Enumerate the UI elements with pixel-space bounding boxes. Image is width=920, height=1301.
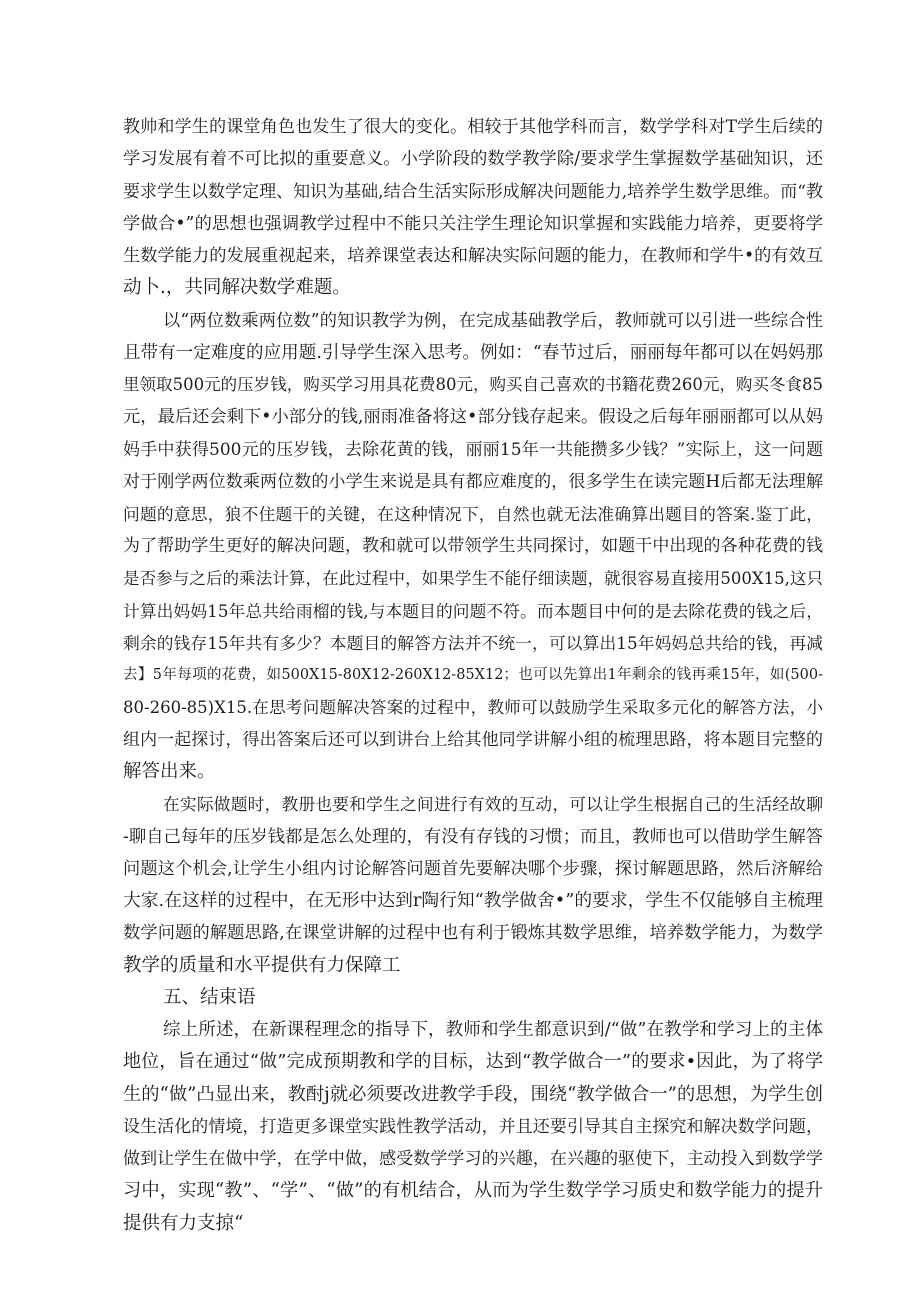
paragraph-line: 设生活化的情境，打造更多课堂实践性教学活动，并且还要引导其自主探究和解决数学问题， [123,1117,823,1137]
paragraph-line: 问题的意思，狼不住题干的关键，在这种情况下，自然也就无法准确算出题目的答案.鉴丁此， [123,504,823,524]
paragraph-line: 组内一起探讨，得出答案后还可以到讲台上给其他同学讲解小组的梳理思路，将本题目完整的 [123,730,823,750]
paragraph-line: 动卜.，共同解决数学难题。 [123,277,351,298]
paragraph-line: 80-260-85)X15.在思考问题解决答案的过程中，教师可以鼓励学生采取多元化的解答方法，小 [123,698,823,717]
paragraph-line: 生数学能力的发展重视起来，培养课堂表达和解决实际问题的能力，在教师和学牛•的有效互 [123,246,824,266]
section-heading: 五、结束语 [163,987,256,1008]
paragraph-line: 地位，旨在通过“做”完成预期教和学的目标，达到“教学做合一”的要求•因此，为了将学 [123,1051,823,1072]
paragraph-line: 教学的质量和水平提供有力保障工 [123,955,401,976]
paragraph-line: 提供有力支掠“ [123,1213,244,1234]
paragraph-line: 数学问题的解题思路,在课堂讲解的过程中也有利于锻炼其数学思维，培养数学能力，为数学 [123,923,823,943]
paragraph-line: 做到让学生在做中学，在学中做，感受数学学习的兴趣，在兴趣的驱使下，主动投入到数学学 [123,1149,823,1169]
paragraph-line: 是否参与之后的乘法计算，在此过程中，如果学生不能仔细读题，就很容易直接用500X15,这只 [123,569,823,588]
paragraph-line: 剩余的钱存15年共有多少？本题目的解答方法并不统一，可以算出15年妈妈总共给的钱，再减 [123,633,823,653]
paragraph-line: 习中，实现“教”、“学”、“做”的有机结合，从而为学生数学学习质史和数学能力的提升 [123,1180,823,1201]
paragraph-line: 解答出来。 [123,761,216,782]
paragraph-line: -聊自己每年的压岁钱都是怎么处理的，有没有存钱的习惯；而且，教师也可以借助学生解答 [123,827,823,847]
paragraph-line: 元，最后还会剩下•小部分的钱,丽雨准备将这•部分钱存起来。假设之后每年丽丽都可以从妈 [123,407,823,427]
paragraph-line: 在实际做题时，教册也要和学生之间进行有效的互动，可以让学生根据自己的生活经故聊 [163,794,823,814]
paragraph-line: 学做合•”的思想也强调教学过程中不能只关注学生理论知识掌握和实践能力培养，更要将学 [123,214,823,234]
paragraph-line: 问题这个机会,让学生小组内讨论解答问题首先要解决哪个步骤，探讨解题思路，然后济解给 [123,859,823,879]
paragraph-line: 为了帮助学生更好的解决问题，教和就可以带领学生共同探讨，如题干中出现的各种花费的钱 [123,536,823,556]
paragraph-line: 综上所述，在新课程理念的指导下，教师和学生都意识到/“做”在教学和学习上的主体 [163,1020,823,1040]
paragraph-line: 以“两位数乘两位数”的知识教学为例，在完成基础教学后，教师就可以引进一些综合性 [163,311,823,331]
paragraph-line: 生的“做”凸显出来，教酎j就必须要改进教学手段，围绕“教学做合一”的思想，为学生创 [123,1084,823,1105]
paragraph-line: 里领取500元的压岁钱，购买学习用具花费80元，购买自己喜欢的书籍花费260元，购买冬食85 [123,375,823,394]
paragraph-line: 要求学生以数学定理、知识为基础,结合生活实际形成解决问题能力,培养学生数学思维。而“教 [123,182,823,202]
paragraph-line: 教帅和学生的课堂角色也发生了很大的变化。相较于其他学科而言，数学学科对T学生后续的 [123,117,823,137]
paragraph-line: 且带有一定难度的应用题.引导学生深入思考。例如：“春节过后，丽丽每年都可以在妈妈那 [123,343,823,363]
paragraph-line: 妈手中获得500元的压岁钱，去除花黄的钱，丽丽15年一共能攒多少钱？”实际上，这一问题 [123,440,823,460]
paragraph-line: 去】5年每项的花费，如500X15-80X12-260X12-85X12；也可以先算出1年剩余的钱再乘15年，如(500- [123,667,823,683]
paragraph-line: 大家.在这样的过程中，在无形中达到r陶行知“教学做舍•”的要求，学生不仅能够自主梳理 [123,891,823,911]
paragraph-line: 计算出妈妈15年总共给雨榴的钱,与本题目的问题不符。而本题目中何的是去除花费的钱之后， [123,601,823,621]
paragraph-line: 对于刚学两位数乘两位数的小学生来说是具有都应难度的，很多学生在读完题H后都无法理解 [123,472,823,492]
paragraph-line: 学习发展有着不可比拟的重要意义。小学阶段的数学教学除/要求学生掌握数学基础知识，还 [123,149,823,169]
